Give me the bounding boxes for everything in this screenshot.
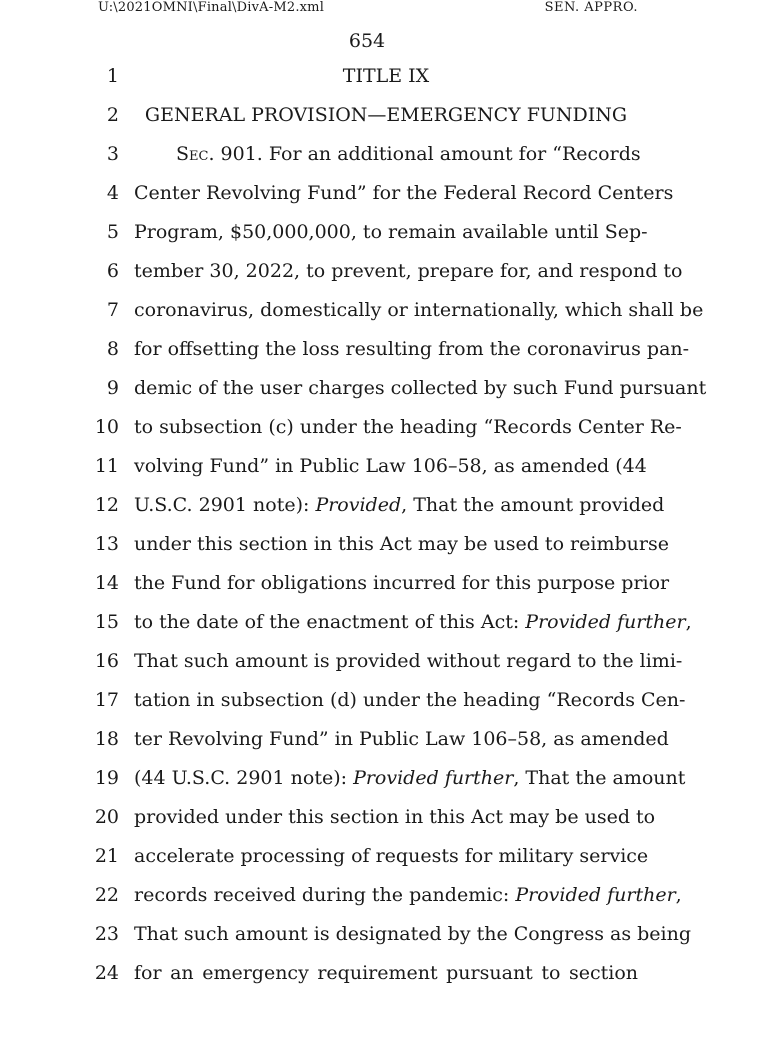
text-segment: Center Revolving Fund” for the Federal Record Centers	[134, 182, 674, 204]
line-number: 20	[94, 806, 119, 828]
text-segment: to subsection (c) under the heading “Records Center Re-	[134, 416, 682, 438]
line-number: 9	[106, 377, 119, 399]
file-path-header: U:\2021OMNI\Final\DivA-M2.xml	[98, 0, 325, 15]
committee-header: SEN. APPRO.	[544, 0, 638, 15]
text-segment: (44 U.S.C. 2901 note):	[134, 767, 354, 789]
page-number: 654	[348, 30, 386, 52]
document-line	[0, 140, 778, 179]
document-line	[0, 218, 778, 257]
line-text	[134, 959, 638, 987]
line-text	[134, 686, 686, 714]
document-line	[0, 959, 778, 998]
text-segment: Sec.	[176, 143, 215, 165]
text-segment: TITLE IX	[342, 65, 430, 87]
line-text	[134, 296, 704, 324]
document-line	[0, 179, 778, 218]
line-text	[134, 803, 656, 831]
document-line	[0, 530, 778, 569]
text-segment: coronavirus, domestically or internationally, which shall be	[134, 299, 704, 321]
line-number: 15	[94, 611, 119, 633]
line-text	[134, 608, 692, 636]
line-number: 7	[106, 299, 119, 321]
document-line	[0, 686, 778, 725]
line-number: 1	[106, 65, 119, 87]
document-line	[0, 764, 778, 803]
line-number: 21	[94, 845, 119, 867]
document-line	[0, 62, 778, 101]
text-segment: accelerate processing of requests for military service	[134, 845, 649, 867]
line-number: 2	[106, 104, 119, 126]
document-line	[0, 101, 778, 140]
line-text	[134, 413, 682, 441]
text-segment: the Fund for obligations incurred for this purpose prior	[134, 572, 670, 594]
text-segment: 901. For an additional amount for “Records	[214, 143, 641, 165]
line-number: 22	[94, 884, 119, 906]
text-segment: That such amount is designated by the Congress as being	[134, 923, 691, 945]
line-text	[134, 764, 686, 792]
italic-text: Provided	[315, 494, 402, 516]
italic-text: Provided further	[353, 767, 514, 789]
line-number: 12	[94, 494, 119, 516]
line-number: 5	[106, 221, 119, 243]
text-segment: records received during the pandemic:	[134, 884, 516, 906]
document-line	[0, 608, 778, 647]
document-line	[0, 569, 778, 608]
document-line	[0, 296, 778, 335]
line-text	[134, 491, 665, 519]
document-line	[0, 842, 778, 881]
italic-text: Provided further	[525, 611, 686, 633]
line-number: 3	[106, 143, 119, 165]
text-segment: , That the amount provided	[401, 494, 665, 516]
text-segment: for an emergency requirement pursuant to section	[134, 962, 638, 984]
text-segment: , That the amount	[513, 767, 686, 789]
document-body	[0, 62, 778, 998]
text-segment: provided under this section in this Act may be used to	[134, 806, 656, 828]
line-number: 24	[94, 962, 119, 984]
text-segment: demic of the user charges collected by such Fund pursuant	[134, 377, 707, 399]
line-number: 18	[94, 728, 119, 750]
line-text	[176, 140, 641, 168]
text-segment: ,	[685, 611, 692, 633]
line-number: 16	[94, 650, 119, 672]
line-text	[134, 881, 682, 909]
line-text	[134, 335, 690, 363]
line-number: 19	[94, 767, 119, 789]
italic-text: Provided further	[515, 884, 676, 906]
line-number: 17	[94, 689, 119, 711]
document-line	[0, 335, 778, 374]
text-segment: for offsetting the loss resulting from the coronavirus pan-	[134, 338, 690, 360]
line-number: 6	[106, 260, 119, 282]
text-segment: That such amount is provided without regard to the limi-	[134, 650, 683, 672]
text-segment: tation in subsection (d) under the heading “Records Cen-	[134, 689, 686, 711]
line-number: 14	[94, 572, 119, 594]
line-text	[134, 530, 669, 558]
line-text	[134, 218, 648, 246]
line-text	[134, 569, 670, 597]
title-heading	[134, 62, 638, 90]
text-segment: ,	[675, 884, 682, 906]
text-segment: Program, $50,000,000, to remain available until Sep-	[134, 221, 648, 243]
document-line	[0, 374, 778, 413]
line-text	[134, 920, 691, 948]
text-segment: to the date of the enactment of this Act:	[134, 611, 526, 633]
text-segment: U.S.C. 2901 note):	[134, 494, 316, 516]
document-line	[0, 881, 778, 920]
line-number: 8	[106, 338, 119, 360]
text-segment: under this section in this Act may be used to reimburse	[134, 533, 669, 555]
line-number: 11	[94, 455, 119, 477]
text-segment: tember 30, 2022, to prevent, prepare for, and respond to	[134, 260, 683, 282]
text-segment: GENERAL PROVISION—EMERGENCY FUNDING	[144, 104, 628, 126]
document-line	[0, 725, 778, 764]
text-segment: volving Fund” in Public Law 106–58, as amended (44	[134, 455, 647, 477]
section-heading	[144, 101, 628, 129]
line-text	[134, 725, 669, 753]
line-text	[134, 257, 683, 285]
document-line	[0, 920, 778, 959]
line-text	[134, 842, 649, 870]
line-text	[134, 647, 683, 675]
document-line	[0, 413, 778, 452]
line-text	[134, 452, 647, 480]
document-line	[0, 452, 778, 491]
line-text	[134, 374, 707, 402]
document-line	[0, 257, 778, 296]
text-segment: ter Revolving Fund” in Public Law 106–58, as amended	[134, 728, 669, 750]
document-line	[0, 647, 778, 686]
document-line	[0, 491, 778, 530]
line-text	[134, 179, 674, 207]
line-number: 13	[94, 533, 119, 555]
line-number: 10	[94, 416, 119, 438]
document-line	[0, 803, 778, 842]
line-number: 23	[94, 923, 119, 945]
line-number: 4	[106, 182, 119, 204]
